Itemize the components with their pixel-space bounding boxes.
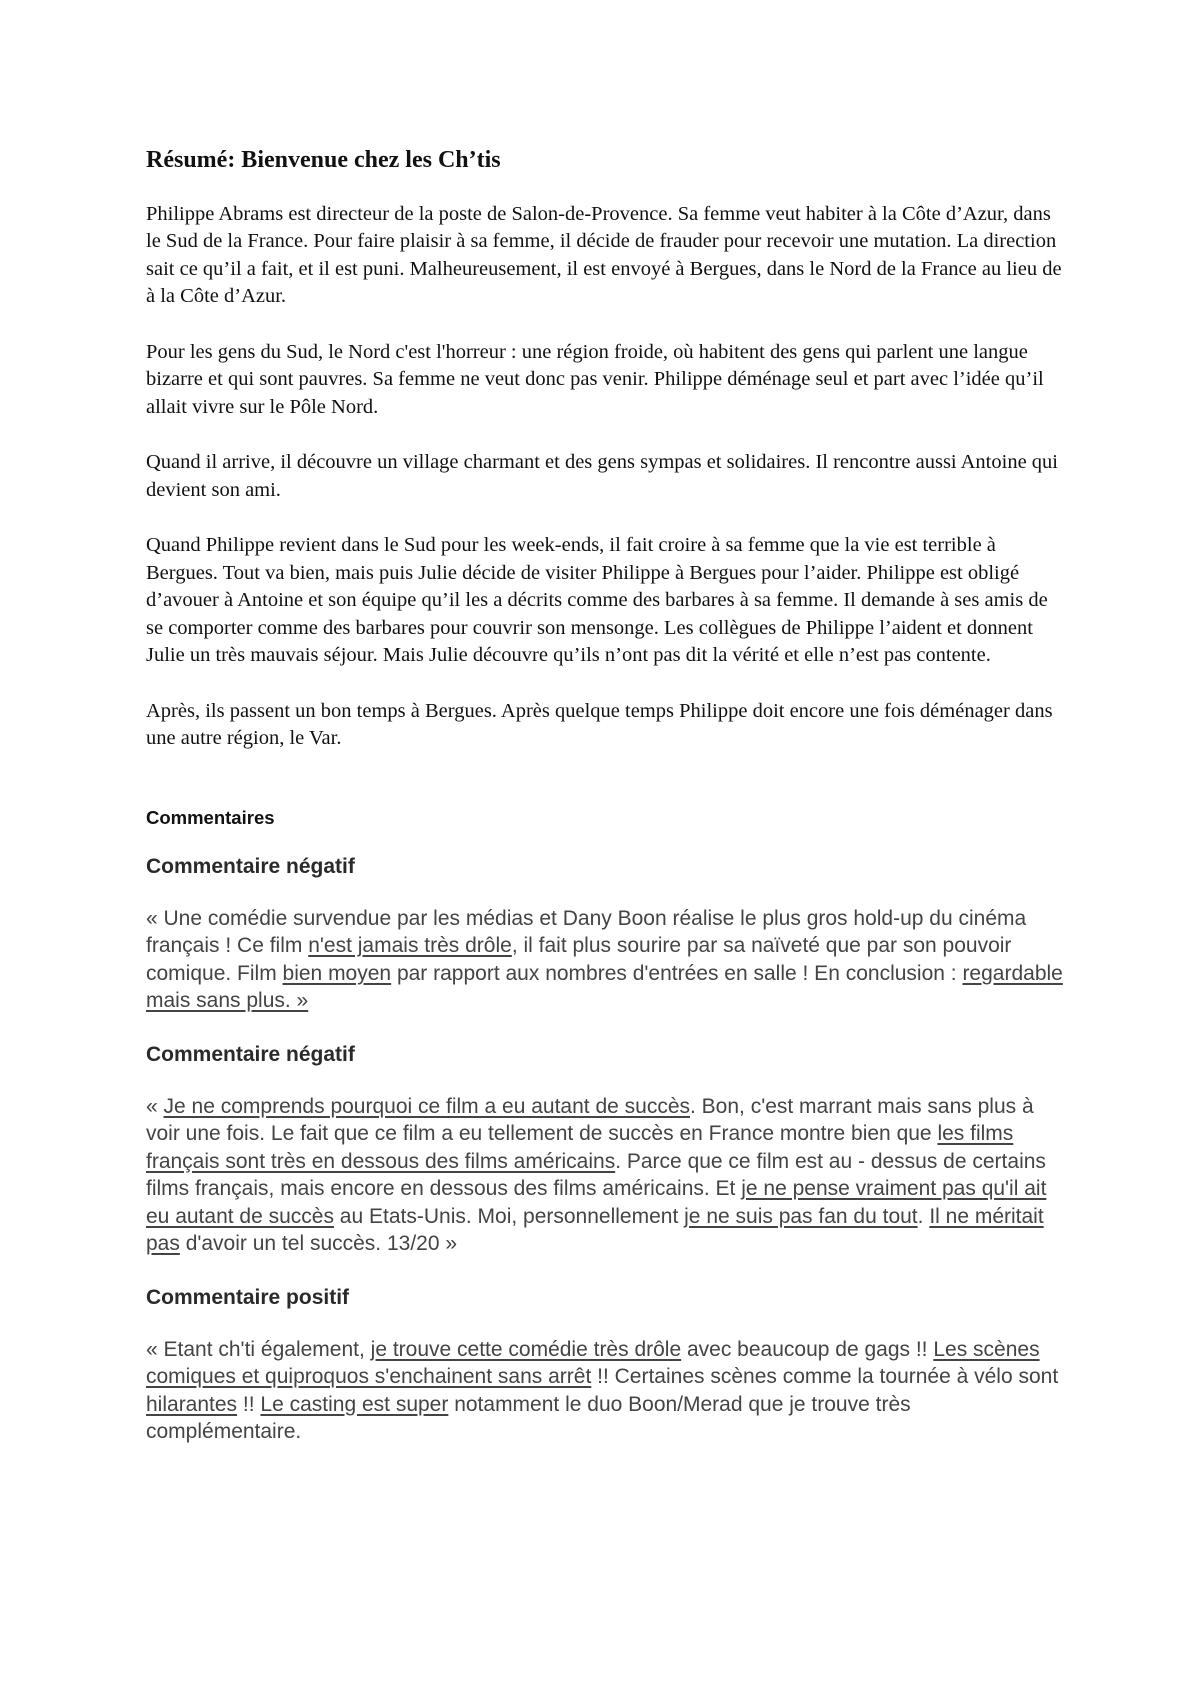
comment-text-segment: d'avoir un tel succès. 13/20 »	[179, 1232, 458, 1256]
underlined-phrase: bien moyen	[282, 961, 392, 985]
document-title: Résumé: Bienvenue chez les Ch’tis	[146, 147, 501, 173]
comment-text-segment: «	[146, 1094, 164, 1118]
comment-text-segment: « Etant ch'ti également,	[146, 1337, 371, 1361]
comment-heading: Commentaire positif	[146, 1285, 350, 1309]
underlined-phrase: Il ne méritait pas	[146, 1204, 1044, 1256]
summary-paragraph: Après, ils passent un bon temps à Bergues. Après quelque temps Philippe doit encore une fois déménager dans une autre région, le Var.	[146, 699, 1053, 750]
comment-block	[146, 1286, 1066, 1446]
underlined-phrase: regardable mais sans plus. »	[146, 961, 1063, 1013]
comment-text-segment: avec beaucoup de gags !!	[681, 1337, 934, 1361]
comment-text-segment: .	[917, 1204, 930, 1228]
document-page	[146, 146, 1066, 1474]
comment-text-segment: notamment le duo Boon/Merad que je trouve très complémentaire.	[146, 1392, 911, 1444]
comment-heading: Commentaire négatif	[146, 1042, 355, 1066]
comment-text-segment: par rapport aux nombres d'entrées en salle ! En conclusion :	[391, 961, 963, 985]
underlined-phrase: n'est jamais très drôle	[308, 934, 512, 958]
comment-text-segment: !! Certaines scènes comme la tournée à vélo sont	[591, 1365, 1059, 1389]
summary-paragraph: Quand Philippe revient dans le Sud pour les week-ends, il fait croire à sa femme que la vie est terrible à Bergues. Tout va bien, mais puis Julie décide de visiter Philippe à Bergues pour l’aider. Philippe est obligé d’avouer à Antoine et son équipe qu’il les a décrits comme des barbares à sa femme. Il demande à ses amis de se comporter comme des barbares pour couvrir son mensonge. Les collègues de Philippe l’aident et donnent Julie un très mauvais séjour. Mais Julie découvre qu’ils n’ont pas dit la vérité et elle n’est pas contente.	[146, 534, 1048, 667]
underlined-phrase: les films français sont très en dessous des films américains	[146, 1122, 1014, 1173]
summary-paragraph: Pour les gens du Sud, le Nord c'est l'horreur : une région froide, où habitent des gens qui parlent une langue bizarre et qui sont pauvres. Sa femme ne veut donc pas venir. Philippe déménage seul et part avec l’idée qu’il allait vivre sur le Pôle Nord.	[146, 340, 1044, 418]
comment-text-segment: , il fait plus sourire par sa naïveté que par son pouvoir comique. Film	[146, 934, 1012, 985]
underlined-phrase: je ne pense vraiment pas qu'il ait eu autant de succès	[146, 1177, 1047, 1228]
comment-text-segment: « Une comédie survendue par les médias et Dany Boon réalise le plus gros hold-up du cinéma français ! Ce film	[146, 906, 1027, 958]
summary-paragraph: Quand il arrive, il découvre un village charmant et des gens sympas et solidaires. Il rencontre aussi Antoine qui devient son ami.	[146, 451, 1058, 501]
comment-text-segment: . Parce que ce film est au - dessus de certains films français, mais encore en dessous des films américains. Et	[146, 1149, 1046, 1201]
comment-text	[146, 1336, 1066, 1446]
summary-paragraph: Philippe Abrams est directeur de la poste de Salon-de-Provence. Sa femme veut habiter à la Côte d’Azur, dans le Sud de la France. Pour faire plaisir à sa femme, il décide de frauder pour recevoir une mutation. La direction sait ce qu’il a fait, et il est puni. Malheureusement, il est envoyé à Bergues, dans le Nord de la France au lieu de à la Côte d’Azur.	[146, 202, 1062, 308]
comment-text-segment: !!	[237, 1392, 261, 1416]
underlined-phrase: Je ne comprends pourquoi ce film a eu autant de succès	[163, 1094, 690, 1118]
comment-block	[146, 855, 1066, 1015]
comments-heading: Commentaires	[146, 806, 275, 828]
underlined-phrase: Le casting est super	[260, 1392, 449, 1416]
underlined-phrase: hilarantes	[146, 1392, 238, 1416]
comment-heading: Commentaire négatif	[146, 854, 355, 878]
underlined-phrase: je ne suis pas fan du tout	[684, 1204, 918, 1228]
summary-section	[146, 201, 1066, 753]
comment-block	[146, 1043, 1066, 1258]
comment-text-segment: . Bon, c'est marrant mais sans plus à voir une fois. Le fait que ce film a eu tellement de succès en France montre bien que	[146, 1094, 1034, 1146]
underlined-phrase: je trouve cette comédie très drôle	[370, 1337, 682, 1361]
comment-text-segment: au Etats-Unis. Moi, personnellement	[333, 1204, 685, 1228]
comment-text	[146, 1093, 1066, 1258]
underlined-phrase: Les scènes comiques et quiproquos s'enchainent sans arrêt	[146, 1337, 1040, 1389]
comment-text	[146, 905, 1066, 1015]
